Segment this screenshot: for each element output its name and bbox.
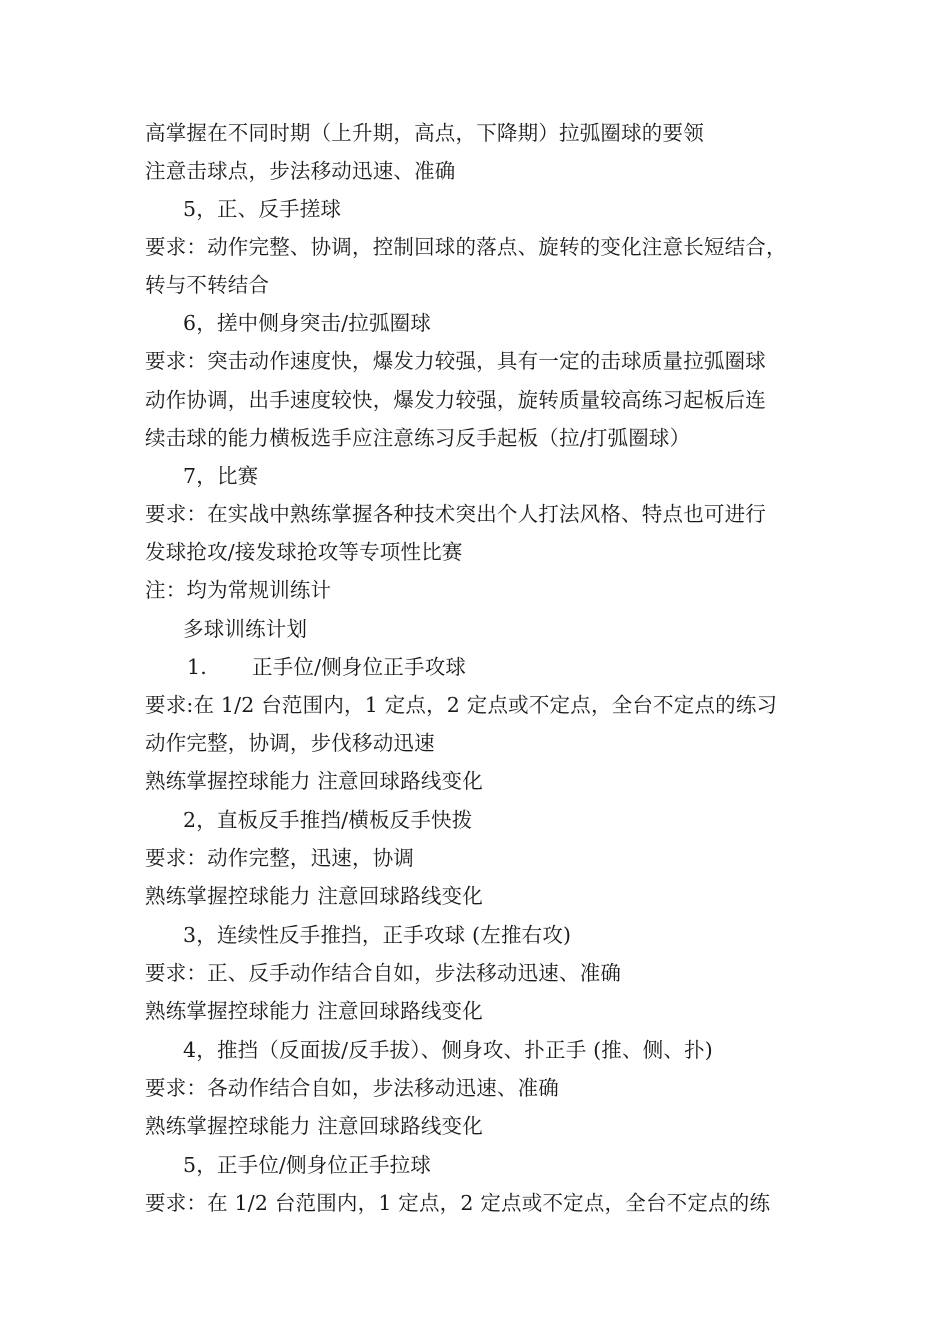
section-heading: 正手位/侧身位正手攻球 bbox=[252, 655, 467, 679]
text-line: 要求：动作完整，迅速，协调 bbox=[145, 846, 415, 870]
text-line: 要求：在实战中熟练掌握各种技术突出个人打法风格、特点也可进行 bbox=[145, 502, 766, 526]
note-line: 注：均为常规训练计 bbox=[145, 578, 332, 602]
section-heading: 5，正、反手搓球 bbox=[183, 197, 342, 221]
text-line: 转与不转结合 bbox=[145, 273, 270, 297]
section-heading: 7，比赛 bbox=[183, 464, 259, 488]
text-line: 要求：正、反手动作结合自如，步法移动迅速、准确 bbox=[145, 961, 622, 985]
section-heading: 5，正手位/侧身位正手拉球 bbox=[183, 1153, 432, 1177]
plan-title: 多球训练计划 bbox=[183, 617, 308, 641]
text-line: 续击球的能力横板选手应注意练习反手起板（拉/打弧圈球） bbox=[145, 426, 691, 450]
section-heading: 6，搓中侧身突击/拉弧圈球 bbox=[183, 311, 432, 335]
text-line: 要求：突击动作速度快，爆发力较强，具有一定的击球质量拉弧圈球 bbox=[145, 349, 766, 373]
text-line: 高掌握在不同时期（上升期，高点，下降期）拉弧圈球的要领 bbox=[145, 121, 704, 145]
text-line: 注意击球点，步法移动迅速、准确 bbox=[145, 159, 456, 183]
section-heading: 4，推挡（反面拔/反手拔）、侧身攻、扑正手 (推、侧、扑) bbox=[183, 1038, 714, 1062]
text-line: 要求：动作完整、协调，控制回球的落点、旋转的变化注意长短结合， bbox=[145, 235, 787, 259]
text-line: 熟练掌握控球能力 注意回球路线变化 bbox=[145, 999, 483, 1023]
section-number: 1. bbox=[187, 655, 207, 679]
section-heading: 2，直板反手推挡/横板反手快拨 bbox=[183, 808, 473, 832]
text-line: 要求：各动作结合自如，步法移动迅速、准确 bbox=[145, 1076, 559, 1100]
text-line: 发球抢攻/接发球抢攻等专项性比赛 bbox=[145, 540, 463, 564]
text-line: 熟练掌握控球能力 注意回球路线变化 bbox=[145, 1114, 483, 1138]
text-line: 熟练掌握控球能力 注意回球路线变化 bbox=[145, 769, 483, 793]
text-line: 熟练掌握控球能力 注意回球路线变化 bbox=[145, 884, 483, 908]
text-line: 要求：在 1/2 台范围内，1 定点，2 定点或不定点，全台不定点的练 bbox=[145, 1191, 771, 1215]
section-heading: 3，连续性反手推挡，正手攻球 (左推右攻) bbox=[183, 923, 572, 947]
text-line: 要求:在 1/2 台范围内，1 定点，2 定点或不定点，全台不定点的练习 bbox=[145, 693, 778, 717]
text-line: 动作完整，协调，步伐移动迅速 bbox=[145, 731, 435, 755]
text-line: 动作协调，出手速度较快，爆发力较强，旋转质量较高练习起板后连 bbox=[145, 388, 766, 412]
